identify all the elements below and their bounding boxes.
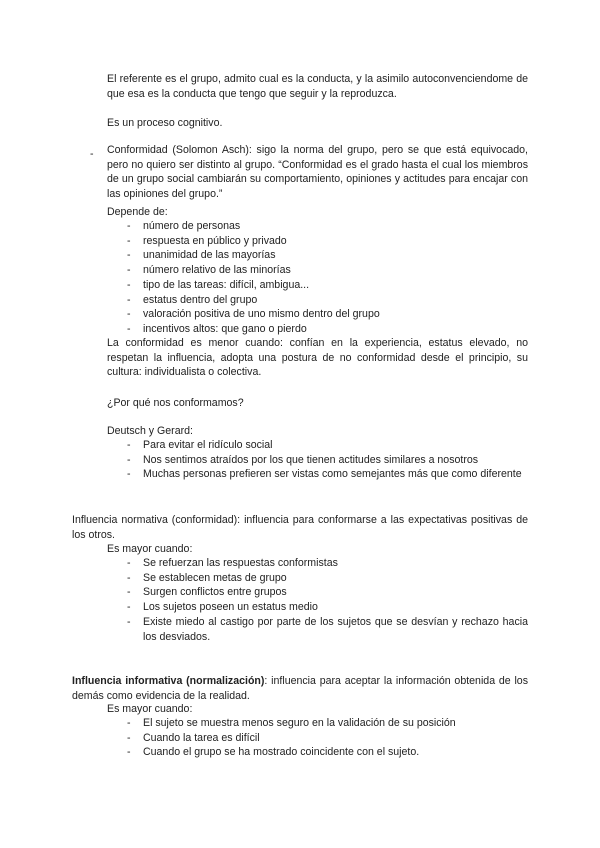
list-item: - unanimidad de las mayorías xyxy=(107,248,528,263)
paragraph-influencia-informativa xyxy=(72,674,528,703)
list-item: - tipo de las tareas: difícil, ambigua... xyxy=(107,278,528,293)
list-item: - valoración positiva de uno mismo dentro del grupo xyxy=(107,307,528,322)
paragraph-proceso-cognitivo: Es un proceso cognitivo. xyxy=(107,117,223,129)
list-item: - Se establecen metas de grupo xyxy=(107,571,528,586)
informativa-definition: : influencia para aceptar la información obtenida de los demás como evidencia de la realidad. xyxy=(72,675,528,702)
list-item: - Muchas personas prefieren ser vistas como semejantes más que como diferente xyxy=(107,467,528,482)
factors-list xyxy=(107,219,528,337)
list-item: - Surgen conflictos entre grupos xyxy=(107,585,528,600)
list-item: - Existe miedo al castigo por parte de los sujetos que se desvían y rechazo hacia los desviados. xyxy=(107,615,528,644)
question-por-que: ¿Por qué nos conformamos? xyxy=(107,397,244,409)
list-item: - El sujeto se muestra menos seguro en la validación de su posición xyxy=(107,716,528,731)
informativa-term: Influencia informativa (normalización) xyxy=(72,675,265,687)
list-item: - Los sujetos poseen un estatus medio xyxy=(107,600,528,615)
paragraph-referente: El referente es el grupo, admito cual es la conducta, y la asimilo autoconvenciendome de que esa es la conducta que tengo que seguir y la reproduzca. xyxy=(107,73,528,100)
list-item: - número de personas xyxy=(107,219,528,234)
normativa-mayor-cuando: Es mayor cuando: xyxy=(107,543,193,555)
normativa-list xyxy=(107,556,528,644)
informativa-list xyxy=(107,716,528,760)
list-item: - respuesta en público y privado xyxy=(107,234,528,249)
list-item: - número relativo de las minorías xyxy=(107,263,528,278)
reasons-list xyxy=(107,438,528,482)
list-item: - estatus dentro del grupo xyxy=(107,293,528,308)
paragraph-menor-cuando: La conformidad es menor cuando: confían en la experiencia, estatus elevado, no respetan la influencia, adopta una postura de no conformidad desde el principio, su cultura: individualista o colectiva. xyxy=(107,337,528,379)
list-item: - Nos sentimos atraídos por los que tienen actitudes similares a nosotros xyxy=(107,453,528,468)
paragraph-conformidad-asch: Conformidad (Solomon Asch): sigo la norma del grupo, pero se que está equivocado, pero no quiero ser distinto al grupo. “Conformidad es el grado hasta el cual los miembros de un grupo social cambiarán su comportamiento, opiniones y actitudes para encajar con las opiniones del grupo.” xyxy=(107,144,528,201)
list-item: - Para evitar el ridículo social xyxy=(107,438,528,453)
paragraph-influencia-normativa: Influencia normativa (conformidad): influencia para conformarse a las expectativas positivas de los otros. xyxy=(72,514,528,541)
depende-de-heading: Depende de: xyxy=(107,206,168,218)
list-item: - Cuando la tarea es difícil xyxy=(107,731,528,746)
deutsch-gerard-heading: Deutsch y Gerard: xyxy=(107,425,193,437)
list-item: - Cuando el grupo se ha mostrado coincidente con el sujeto. xyxy=(107,745,528,760)
bullet-dash: - xyxy=(90,148,94,160)
informativa-mayor-cuando: Es mayor cuando: xyxy=(107,703,193,715)
list-item: - incentivos altos: que gano o pierdo xyxy=(107,322,528,337)
list-item: - Se refuerzan las respuestas conformistas xyxy=(107,556,528,571)
